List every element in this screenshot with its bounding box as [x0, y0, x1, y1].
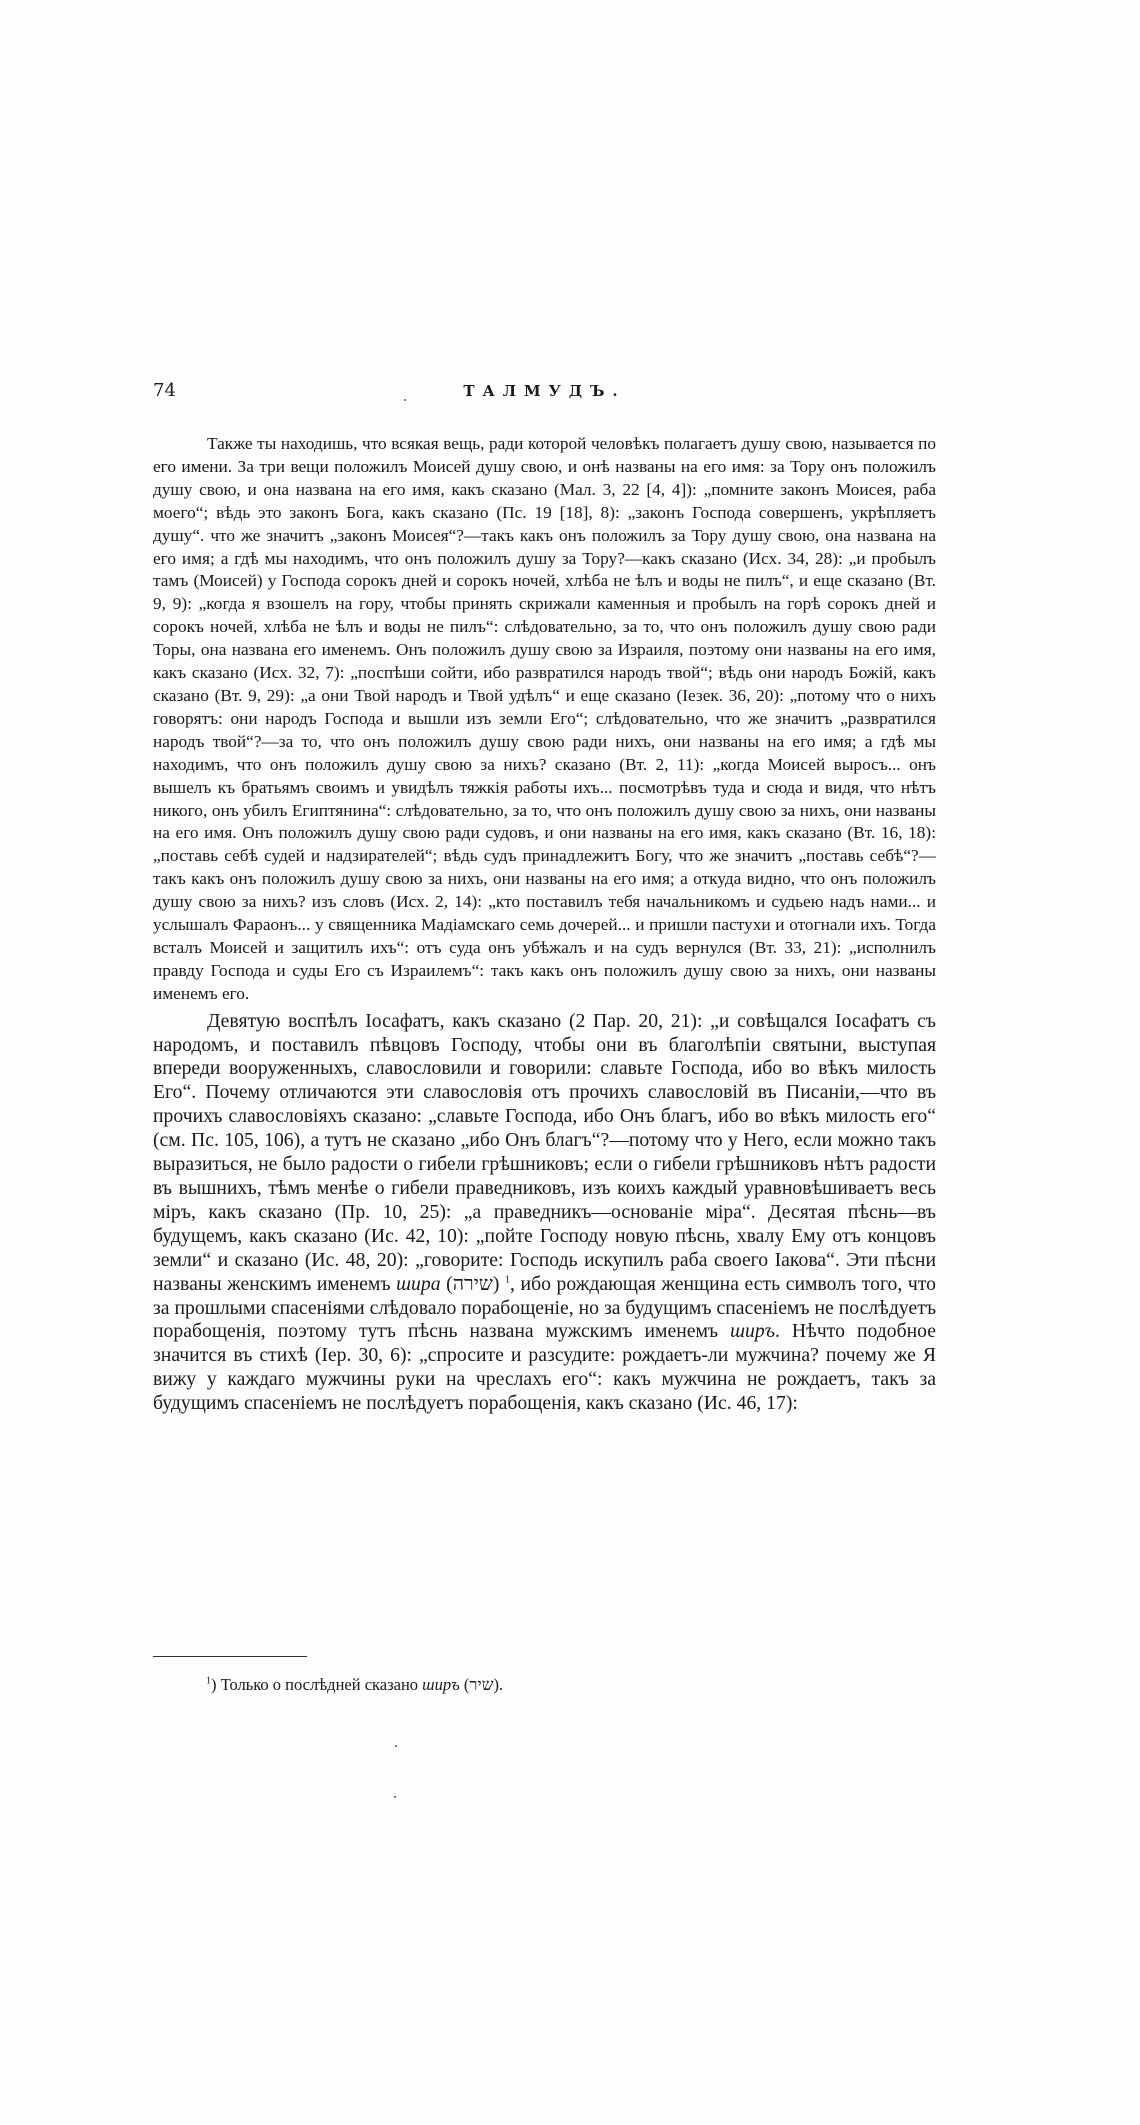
page-header — [153, 380, 936, 410]
print-speck — [395, 1745, 397, 1747]
footnote-divider — [153, 1656, 307, 1657]
hebrew-shira: (שירה) — [446, 1272, 500, 1295]
songs-text-part-1: Девятую воспѣлъ Iосафатъ, какъ сказано (2 Пар. 20, 21): „и совѣщался Iосафатъ съ народомъ, и поставилъ пѣвцовъ Господу, чтобы они въ благолѣпіи святыни, выступая впереди вооруженныхъ, славословили и говорили: славьте Господа, ибо во вѣкъ милость Его“. Почему отличаются эти славословія отъ прочихъ славословій въ Писаніи,—что въ прочихъ славословіяхъ сказано: „славьте Господа, ибо Онъ благъ, ибо во вѣкъ милость его“ (см. Пс. 105, 106), а тутъ не сказано „ибо Онъ благъ“?—потому что у Него, если можно такъ выразиться, не было радости о гибели грѣшниковъ; если о гибели грѣшниковъ нѣтъ радости въ вышнихъ, тѣмъ менѣе о гибели праведниковъ, изъ коихъ каждый уравновѣшиваетъ весь міръ, какъ сказано (Пр. 10, 25): „а праведникъ—основаніе міра“. Десятая пѣснь—въ будущемъ, какъ сказано (Ис. 42, 10): „пойте Господу новую пѣснь, хвалу Ему отъ концовъ земли“ и сказано (Ис. 48, 20): „говорите: Господь искупилъ раба своего Iакова“. Эти пѣсни названы женскимъ именемъ — [153, 1009, 936, 1295]
term-shira: шира — [396, 1272, 441, 1295]
songs-text-part-2: , ибо рождающая женщина есть символъ того, что за прошлыми спасеніями слѣдовало порабощеніе, но за будущимъ спасеніемъ не послѣдуетъ порабощенія, поэтому тутъ пѣснь названа мужскимъ именемъ — [153, 1272, 937, 1343]
footnote-mark: 1 — [206, 1675, 211, 1687]
paragraph-moses: Также ты находишь, что всякая вещь, ради которой человѣкъ полагаетъ душу свою, называется по его имени. За три вещи положилъ Моисей душу свою, и онѣ названы на его имя: за Тору онъ положилъ душу свою, и она названа на его имя, какъ сказано (Мал. 3, 22 [4, 4]): „помните законъ Моисея, раба моего“; вѣдь это законъ Бога, какъ сказано (Пс. 19 [18], 8): „законъ Господа совершенъ, укрѣпляетъ душу“. что же значитъ „законъ Моисея“?—такъ какъ онъ положилъ за Тору душу свою, она названа на его имя; а гдѣ мы находимъ, что онъ положилъ душу за Тору?—какъ сказано (Исх. 34, 28): „и пробылъ тамъ (Моисей) у Господа сорокъ дней и сорокъ ночей, хлѣба не ѣлъ и воды не пилъ“, и еще сказано (Вт. 9, 9): „когда я взошелъ на гору, чтобы принять скрижали каменныя и пробылъ на горѣ сорокъ дней и сорокъ ночей, хлѣба не ѣлъ и воды не пилъ“: слѣдовательно, за то, что онъ положилъ душу свою ради Торы, она названа его именемъ. Онъ положилъ душу свою за Израиля, поэтому они названы на его имя, какъ сказано (Исх. 32, 7): „поспѣши сойти, ибо развратился народъ твой“; вѣдь они народъ Божій, какъ сказано (Вт. 9, 29): „а они Твой народъ и Твой удѣлъ“ и еще сказано (Iезек. 36, 20): „потому что о нихъ говорятъ: они народъ Господа и вышли изъ земли Его“; слѣдовательно, что же значитъ „развратился народъ твой“?—за то, что онъ положилъ душу свою ради нихъ, они названы на его имя; а гдѣ мы находимъ, что онъ положилъ душу свою за нихъ? сказано (Вт. 2, 11): „когда Моисей выросъ... онъ вышелъ къ братьямъ своимъ и увидѣлъ тяжкія работы ихъ... посмотрѣвъ туда и сюда и видя, что нѣтъ никого, онъ убилъ Египтянина“: слѣдовательно, за то, что онъ положилъ душу свою за нихъ, они названы на его имя. Онъ положилъ душу свою ради судовъ, и они названы на его имя, какъ сказано (Вт. 16, 18): „поставь себѣ судей и надзирателей“; вѣдь судъ принадлежитъ Богу, что же значитъ „поставь себѣ“?—такъ какъ онъ положилъ душу свою за нихъ, они названы на его имя; а откуда видно, что онъ положилъ душу свою за нихъ? изъ словъ (Исх. 2, 14): „кто поставилъ тебя начальникомъ и судьею надъ нами... и услышалъ Фараонъ... у священника Мадіамскаго семь дочерей... и пришли пастухи и отогнали ихъ. Тогда всталъ Моисей и защитилъ ихъ“: отъ суда онъ убѣжалъ и на судъ вернулся (Вт. 33, 21): „исполнилъ правду Господа и суды Его съ Израилемъ“: такъ какъ онъ положилъ душу свою за нихъ, они названы именемъ его. — [153, 434, 936, 1003]
page-number: 74 — [153, 380, 176, 401]
print-speck — [404, 399, 406, 401]
term-shir: ширъ — [730, 1320, 775, 1343]
print-speck — [394, 1796, 396, 1798]
paragraph-songs — [153, 1010, 936, 1416]
footnote-hebrew: (שיר). — [463, 1675, 504, 1694]
footnote — [206, 1675, 503, 1695]
footnote-reference: 1 — [505, 1274, 511, 1286]
footnote-term: ширъ — [422, 1675, 460, 1694]
footnote-text: ) Только о послѣдней сказано — [211, 1675, 419, 1694]
main-text — [153, 433, 936, 1416]
songs-text-part-3: . Нѣчто подобное значится въ стихѣ (Iер. 30, 6): „спросите и разсудите: рождаетъ-ли мужчина? почему же Я вижу у каждаго мужчины руки на чреслахъ его“: какъ мужчина не рождаетъ, такъ за будущимъ спасеніемъ не послѣдуетъ порабощенія, какъ сказано (Ис. 46, 17): — [153, 1320, 937, 1415]
running-title: ТАЛМУДЪ. — [463, 382, 626, 400]
